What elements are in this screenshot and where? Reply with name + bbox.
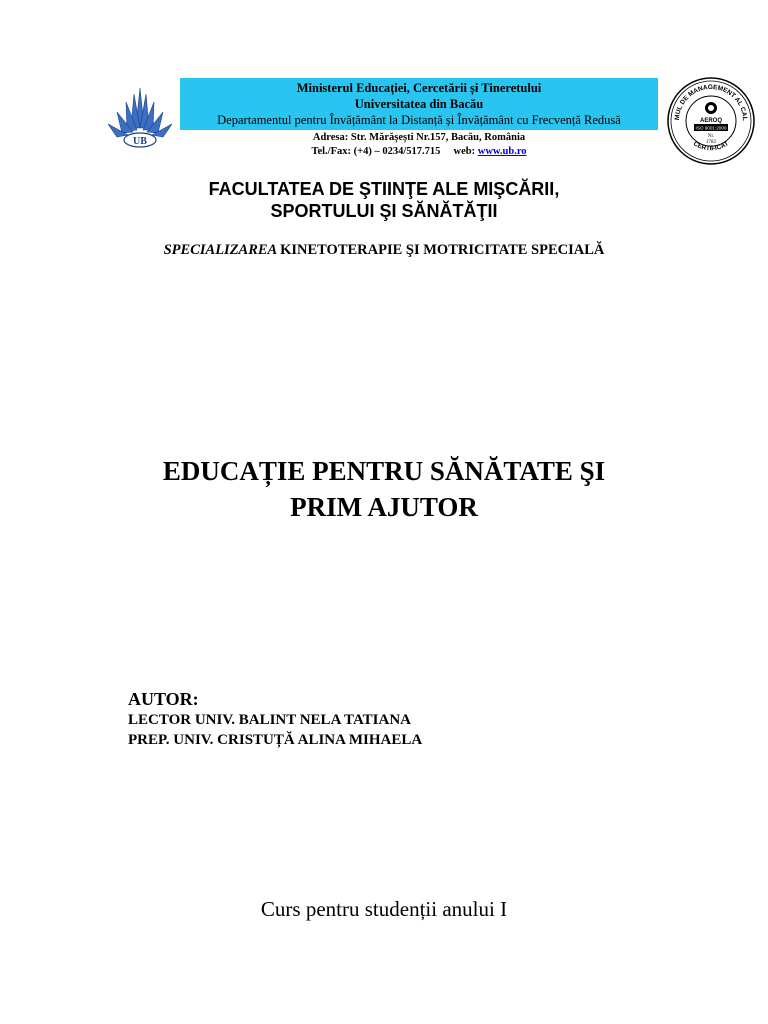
document-title <box>60 453 708 525</box>
web-link[interactable]: www.ub.ro <box>477 146 527 157</box>
contact-block <box>180 131 658 159</box>
contact-line <box>180 145 658 159</box>
faculty-name <box>100 178 668 222</box>
course-subtitle: Curs pentru studenții anului I <box>260 897 508 921</box>
faculty-line-2: SPORTULUI ŞI SĂNĂTĂŢII <box>270 201 498 221</box>
author-name: PREP. UNIV. CRISTUȚĂ ALINA MIHAELA <box>128 732 423 748</box>
seal-bottom-text: CERTIFICAT <box>691 140 731 153</box>
author-name: LECTOR UNIV. BALINT NELA TATIANA <box>128 712 412 728</box>
seal-iso: ISO 9001:2000 <box>695 125 727 131</box>
authors-block <box>128 688 422 750</box>
faculty-line-1: FACULTATEA DE ŞTIINŢE ALE MIŞCĂRII, <box>208 179 560 199</box>
specialization-prefix: SPECIALIZAREA <box>163 242 281 258</box>
specialization <box>60 242 708 259</box>
institution-header <box>180 78 658 130</box>
title-line-2: PRIM AJUTOR <box>290 492 478 522</box>
phone-fax: Tel./Fax: (+4) – 0234/517.715 web: <box>311 146 478 157</box>
authors-label: AUTOR: <box>128 689 199 709</box>
title-line-1: EDUCAȚIE PENTRU SĂNĂTATE ŞI <box>162 456 606 486</box>
seal-brand: AEROQ <box>699 118 723 124</box>
university-name: Universitatea din Bacău <box>354 97 484 111</box>
certification-seal-icon <box>666 76 756 166</box>
logo-text: UB <box>133 136 147 147</box>
seal-nr: 1782 <box>706 140 716 145</box>
seal-top-text: MUL DE MANAGEMENT AL CAL <box>673 83 749 122</box>
seal-nr-label: Nr. <box>707 134 715 139</box>
specialization-name: KINETOTERAPIE ŞI MOTRICITATE SPECIALĂ <box>280 242 605 258</box>
university-logo-icon <box>100 86 180 152</box>
ministry-name: Ministerul Educației, Cercetării și Tineretului <box>296 81 542 95</box>
department-name: Departamentul pentru Învățământ la Distanță și Învățământ cu Frecvență Redusă <box>217 113 621 127</box>
address-line: Adresa: Str. Mărășești Nr.157, Bacău, România <box>312 132 526 143</box>
